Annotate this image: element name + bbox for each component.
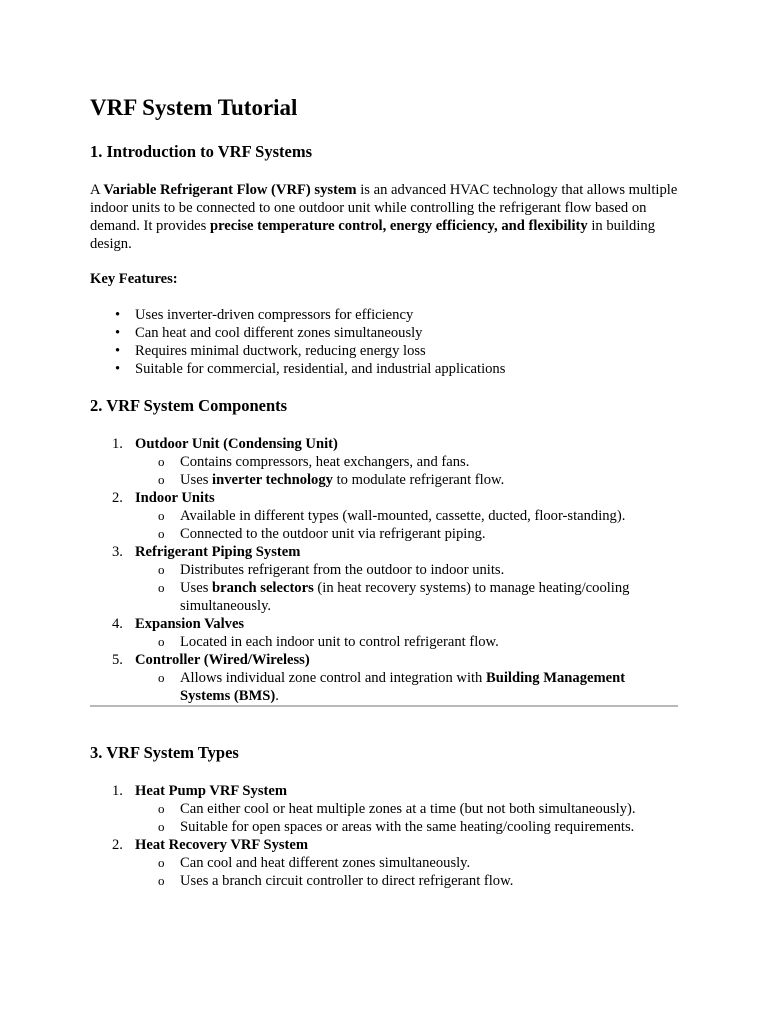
horizontal-divider xyxy=(90,705,678,707)
item-title: Refrigerant Piping System xyxy=(135,544,301,560)
section-heading-components: 2. VRF System Components xyxy=(90,396,288,415)
sub-bullet: o xyxy=(158,855,165,870)
intro-bold-vrf: Variable Refrigerant Flow (VRF) system xyxy=(103,182,357,198)
sub-bullet: o xyxy=(158,873,165,888)
sub-list-item: o Connected to the outdoor unit via refrigerant piping. xyxy=(158,526,486,542)
sub-list xyxy=(135,561,678,615)
list-item xyxy=(112,615,678,651)
item-number: 2. xyxy=(112,490,123,506)
sub-list-item: o Distributes refrigerant from the outdoor to indoor units. xyxy=(158,562,505,578)
list-item: • Suitable for commercial, residential, and industrial applications xyxy=(135,360,678,378)
item-title: Heat Pump VRF System xyxy=(135,783,288,799)
item-title: Outdoor Unit (Condensing Unit) xyxy=(135,436,338,452)
list-item xyxy=(112,543,678,615)
sub-list-item: o Available in different types (wall-mounted, cassette, ducted, floor-standing). xyxy=(158,508,626,524)
item-title: Indoor Units xyxy=(135,490,215,506)
sub-bullet: o xyxy=(158,634,165,649)
key-features-list xyxy=(90,306,678,378)
list-item: • Requires minimal ductwork, reducing energy loss xyxy=(135,342,678,360)
types-list xyxy=(90,782,678,890)
sub-list xyxy=(135,453,678,489)
sub-bullet: o xyxy=(158,819,165,834)
item-title: Expansion Valves xyxy=(135,616,245,632)
intro-bold-benefits: precise temperature control, energy efficiency, and flexibility xyxy=(209,218,588,234)
sub-list xyxy=(135,507,678,543)
sub-list xyxy=(135,669,678,705)
sub-list-item: o Uses a branch circuit controller to direct refrigerant flow. xyxy=(158,873,514,889)
list-item: • Uses inverter-driven compressors for efficiency xyxy=(135,306,678,324)
section-heading-introduction: 1. Introduction to VRF Systems xyxy=(90,142,313,161)
item-number: 3. xyxy=(112,544,123,560)
list-item xyxy=(112,489,678,543)
item-number: 2. xyxy=(112,837,123,853)
sub-list-item: o Can either cool or heat multiple zones at a time (but not both simultaneously). xyxy=(158,801,636,817)
sub-list-item: o Can cool and heat different zones simultaneously. xyxy=(158,855,471,871)
item-number: 5. xyxy=(112,652,123,668)
list-item: • Can heat and cool different zones simultaneously xyxy=(135,324,678,342)
sub-bullet: o xyxy=(158,454,165,469)
key-features-label: Key Features: xyxy=(90,271,178,287)
list-item xyxy=(112,435,678,489)
sub-bullet: o xyxy=(158,580,165,595)
page-title: VRF System Tutorial xyxy=(90,95,298,120)
sub-bullet: o xyxy=(158,562,165,577)
sub-list-item: o Contains compressors, heat exchangers, and fans. xyxy=(158,454,470,470)
item-number: 4. xyxy=(112,616,123,632)
sub-bullet: o xyxy=(158,670,165,685)
item-number: 1. xyxy=(112,436,123,452)
sub-list xyxy=(135,800,678,836)
sub-bullet: o xyxy=(158,801,165,816)
sub-bullet: o xyxy=(158,508,165,523)
sub-list-item: o Uses inverter technology to modulate refrigerant flow. xyxy=(158,472,505,488)
sub-list-item: o Uses branch selectors (in heat recovery systems) to manage heating/cooling simultaneously. xyxy=(158,580,630,614)
sub-bullet: o xyxy=(158,472,165,487)
intro-paragraph: A Variable Refrigerant Flow (VRF) system is an advanced HVAC technology that allows multiple indoor units to be connected to one outdoor unit while controlling the refrigerant flow based on demand. It provides precise temperature control, energy efficiency, and flexibility in building design. xyxy=(90,182,678,252)
list-item xyxy=(112,836,678,890)
sub-list-item: o Suitable for open spaces or areas with the same heating/cooling requirements. xyxy=(158,819,635,835)
components-list xyxy=(90,435,678,705)
item-title: Controller (Wired/Wireless) xyxy=(135,652,310,668)
sub-list-item: o Allows individual zone control and integration with Building Management Systems (BMS). xyxy=(158,670,626,704)
item-number: 1. xyxy=(112,783,123,799)
sub-list-item: o Located in each indoor unit to control refrigerant flow. xyxy=(158,634,499,650)
item-title: Heat Recovery VRF System xyxy=(135,837,309,853)
section-heading-types: 3. VRF System Types xyxy=(90,743,239,762)
sub-list xyxy=(135,633,678,651)
sub-bullet: o xyxy=(158,526,165,541)
list-item xyxy=(112,782,678,836)
sub-list xyxy=(135,854,678,890)
list-item xyxy=(112,651,678,705)
